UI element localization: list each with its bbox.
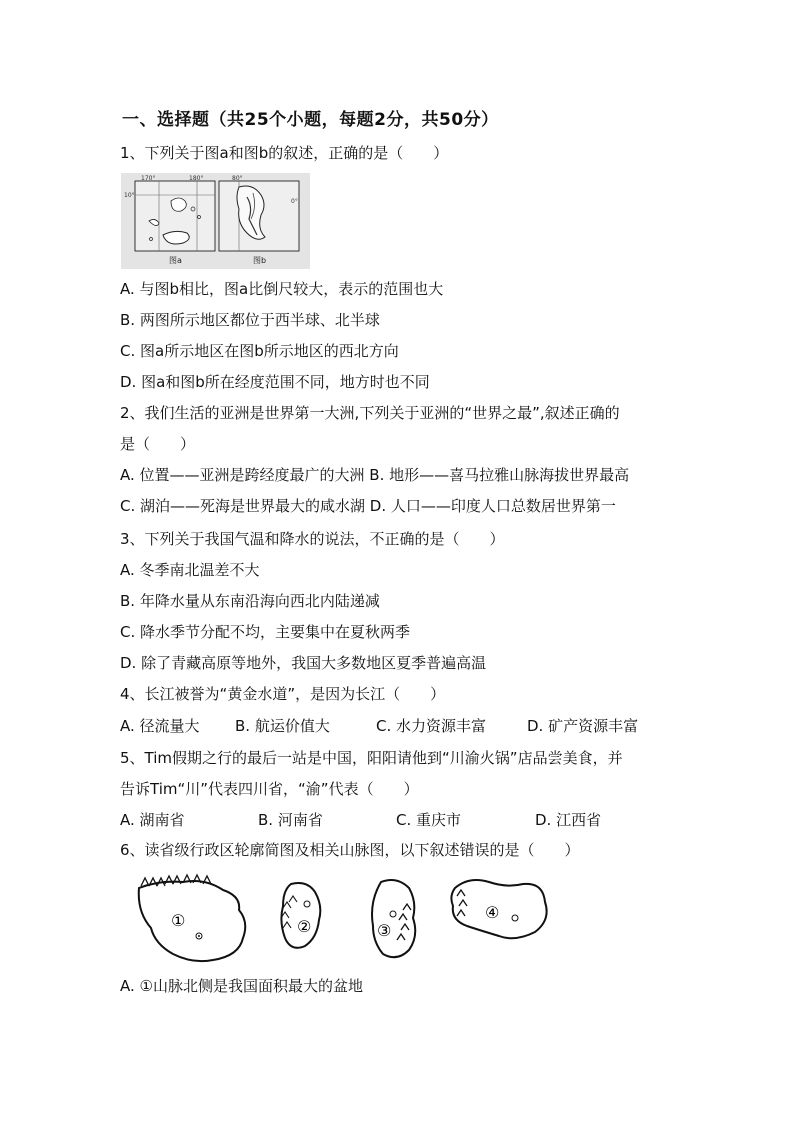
question-1-option-c: C. 图a所示地区在图b所示地区的西北方向 — [120, 342, 399, 360]
question-1-option-b: B. 两图所示地区都位于西半球、北半球 — [120, 311, 380, 329]
province-label-2: ② — [297, 917, 312, 936]
question-2-stem-line-1: 2、我们生活的亚洲是世界第一大洲,下列关于亚洲的“世界之最”,叙述正确的 — [120, 404, 620, 422]
question-2-options-line-2: C. 湖泊——死海是世界最大的咸水湖 D. 人口——印度人口总数居世界第一 — [120, 497, 616, 515]
question-5-stem-line-1: 5、Tim假期之行的最后一站是中国，阳阳请他到“川渝火锅”店品尝美食，并 — [120, 749, 623, 767]
question-6-option-a: A. ①山脉北侧是我国面积最大的盆地 — [120, 977, 363, 995]
question-3-stem: 3、下列关于我国气温和降水的说法，不正确的是（ ） — [120, 530, 505, 548]
question-1-stem: 1、下列关于图a和图b的叙述，正确的是（ ） — [120, 144, 449, 162]
province-outline-figure — [131, 868, 551, 968]
question-5-option-c: C. 重庆市 — [396, 811, 462, 829]
island-shape — [171, 198, 186, 211]
question-3-option-b: B. 年降水量从东南沿海向西北内陆递减 — [120, 592, 380, 610]
province-3-outline — [372, 880, 415, 957]
question-5-option-a: A. 湖南省 — [120, 811, 185, 829]
question-4-option-a: A. 径流量大 — [120, 717, 200, 735]
question-5-option-d: D. 江西省 — [535, 811, 602, 829]
province-label-3: ③ — [377, 921, 392, 940]
question-4-option-c: C. 水力资源丰富 — [376, 717, 487, 735]
lat-label-b: 0° — [291, 198, 298, 205]
question-4-option-d: D. 矿产资源丰富 — [527, 717, 639, 735]
figure-a-caption: 图a — [169, 256, 182, 265]
province-label-4: ④ — [485, 903, 500, 922]
question-4-options — [0, 716, 794, 736]
lat-label-a: 10° — [124, 192, 135, 199]
province-outlines — [131, 868, 551, 968]
province-label-1: ① — [171, 911, 186, 930]
lon-label-b: 80° — [232, 175, 243, 182]
question-1-map-photo — [121, 173, 310, 269]
question-3-option-c: C. 降水季节分配不均，主要集中在夏秋两季 — [120, 623, 411, 641]
lon-label-a2: 180° — [189, 175, 204, 182]
question-4-stem: 4、长江被誉为“黄金水道”，是因为长江（ ） — [120, 685, 446, 703]
question-1-option-d: D. 图a和图b所在经度范围不同，地方时也不同 — [120, 373, 430, 391]
map-figure-ab — [121, 173, 310, 269]
question-2-stem-line-2: 是（ ） — [120, 435, 196, 453]
question-5-options — [0, 810, 794, 830]
province-1-outline — [139, 881, 246, 961]
figure-b-caption: 图b — [253, 256, 267, 265]
question-4-option-b: B. 航运价值大 — [235, 717, 330, 735]
question-2-options-line-1: A. 位置——亚洲是跨经度最广的大洲 B. 地形——喜马拉雅山脉海拔世界最高 — [120, 466, 630, 484]
question-6-stem: 6、读省级行政区轮廓简图及相关山脉图，以下叙述错误的是（ ） — [120, 841, 580, 859]
question-3-option-d: D. 除了青藏高原等地外，我国大多数地区夏季普遍高温 — [120, 654, 487, 672]
question-3-option-a: A. 冬季南北温差不大 — [120, 561, 260, 579]
section-title: 一、选择题（共25个小题，每题2分，共50分） — [122, 110, 499, 130]
question-5-option-b: B. 河南省 — [258, 811, 323, 829]
lon-label-a1: 170° — [141, 175, 156, 182]
question-1-option-a: A. 与图b相比，图a比倒尺较大，表示的范围也大 — [120, 280, 444, 298]
question-5-stem-line-2: 告诉Tim“川”代表四川省，“渝”代表（ ） — [120, 780, 419, 798]
